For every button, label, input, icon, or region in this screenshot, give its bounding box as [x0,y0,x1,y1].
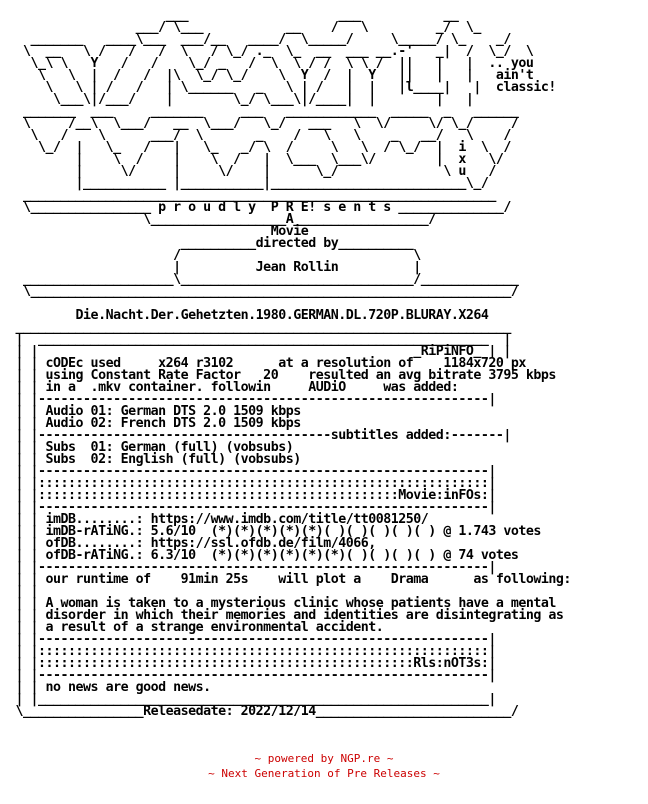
footer-tagline: ~ Next Generation of Pre Releases ~ [208,767,440,780]
footer-powered-by: ~ powered by NGP.re ~ [254,752,394,765]
nfo-ascii-art: ___ ___ __ ___/ \___ __ / \ _/ \_ _______ ____\___ ___/__ ____/ \_____/ \_____/ \_ _/ \ __ \ / / / \ / \_/ ._ \_ __ ___ __.-' _| / \_/ \ \_\ \ Y / / \_/ _ / \ \ / / \ \ / || | | .. you \ \ | / / |\ \_/ \_/ \ Y / | Y || | | ain't \ \ | / / | \______ _ \ | / | | |l____| | classic! \___\|/___/ | \_/ \___\|/____| | | | _______ ___ _______ ___ ____________ _____ _ ______ \ /__\ \___/ __ \___/ \_/ ___ \ \/ \/ \_/ / \ / \ ___/ \ _ / \ \ _ __/ \ / \_/ | \_ / | \_ _/ \ / \ \ / \_/ | i \ / | \ / | \ / | \___ \___\/ | x \/ | \/ | \/ | \_/ \ u / |___________ |___________|__________________________\_/ _______________________________________________________________ \________________ p r o u d l y P R E! s e n t s ______________/ \__________________A__________________/ Movie __________directed by__________ / \ | Jean Rollin | ____________________\_______________________________/_____________ \________________________________________________________________/ Die.Nacht.Der.Gehetzten.1980.GERMAN.DL.720P.BLURAY.X264 __________________________________________________________________ | ____________________________________________________________ | | | _RiPiNFO_ | | | | cODEc used x264 r3102 at a resolution of 1184x720 px | | using Constant Rate Factor 20 resulted an avg bitrate 3795 kbps | | in a .mkv container. followin AUDiO was added: | |------------------------------------------------------------| | | Audio 01: German DTS 2.0 1509 kbps | | Audio 02: French DTS 2.0 1509 kbps | |---------------------------------------subtitles added:-------| | | Subs 01: German (full) (vobsubs) | | Subs 02: English (full) (vobsubs) | |------------------------------------------------------------| | |::::::::::::::::::::::::::::::::::::::::::::::::::::::::::::| | |::::::::::::::::::::::::::::::::::::::::::::::::Movie:inFOs:| | |------------------------------------------------------------| | | imDB........: https://www.imdb.com/title/tt0081250/ | | imDB-rATiNG.: 5.6/10 (*)(*)(*)(*)(*)( )( )( )( )( ) @ 1.743 votes | | ofDB........: https://ssl.ofdb.de/film/4066, | | ofDB-rATiNG.: 6.3/10 (*)(*)(*)(*)(*)(*)( )( )( )( ) @ 74 votes | |------------------------------------------------------------| | | our runtime of 91min 25s will plot a Drama as following: | | | | A woman is taken to a mysterious clinic whose patients have a mental | | disorder in which their memories and identities are disintegrating as | | a result of a strange environmental accident. | |------------------------------------------------------------| | |::::::::::::::::::::::::::::::::::::::::::::::::::::::::::::| | |::::::::::::::::::::::::::::::::::::::::::::::::::Rls:nOT3s:| | |------------------------------------------------------------| | | no news are good news. | |____________________________________________________________| \________________Releasedate: 2022/12/14__________________________/ [15,8,571,719]
